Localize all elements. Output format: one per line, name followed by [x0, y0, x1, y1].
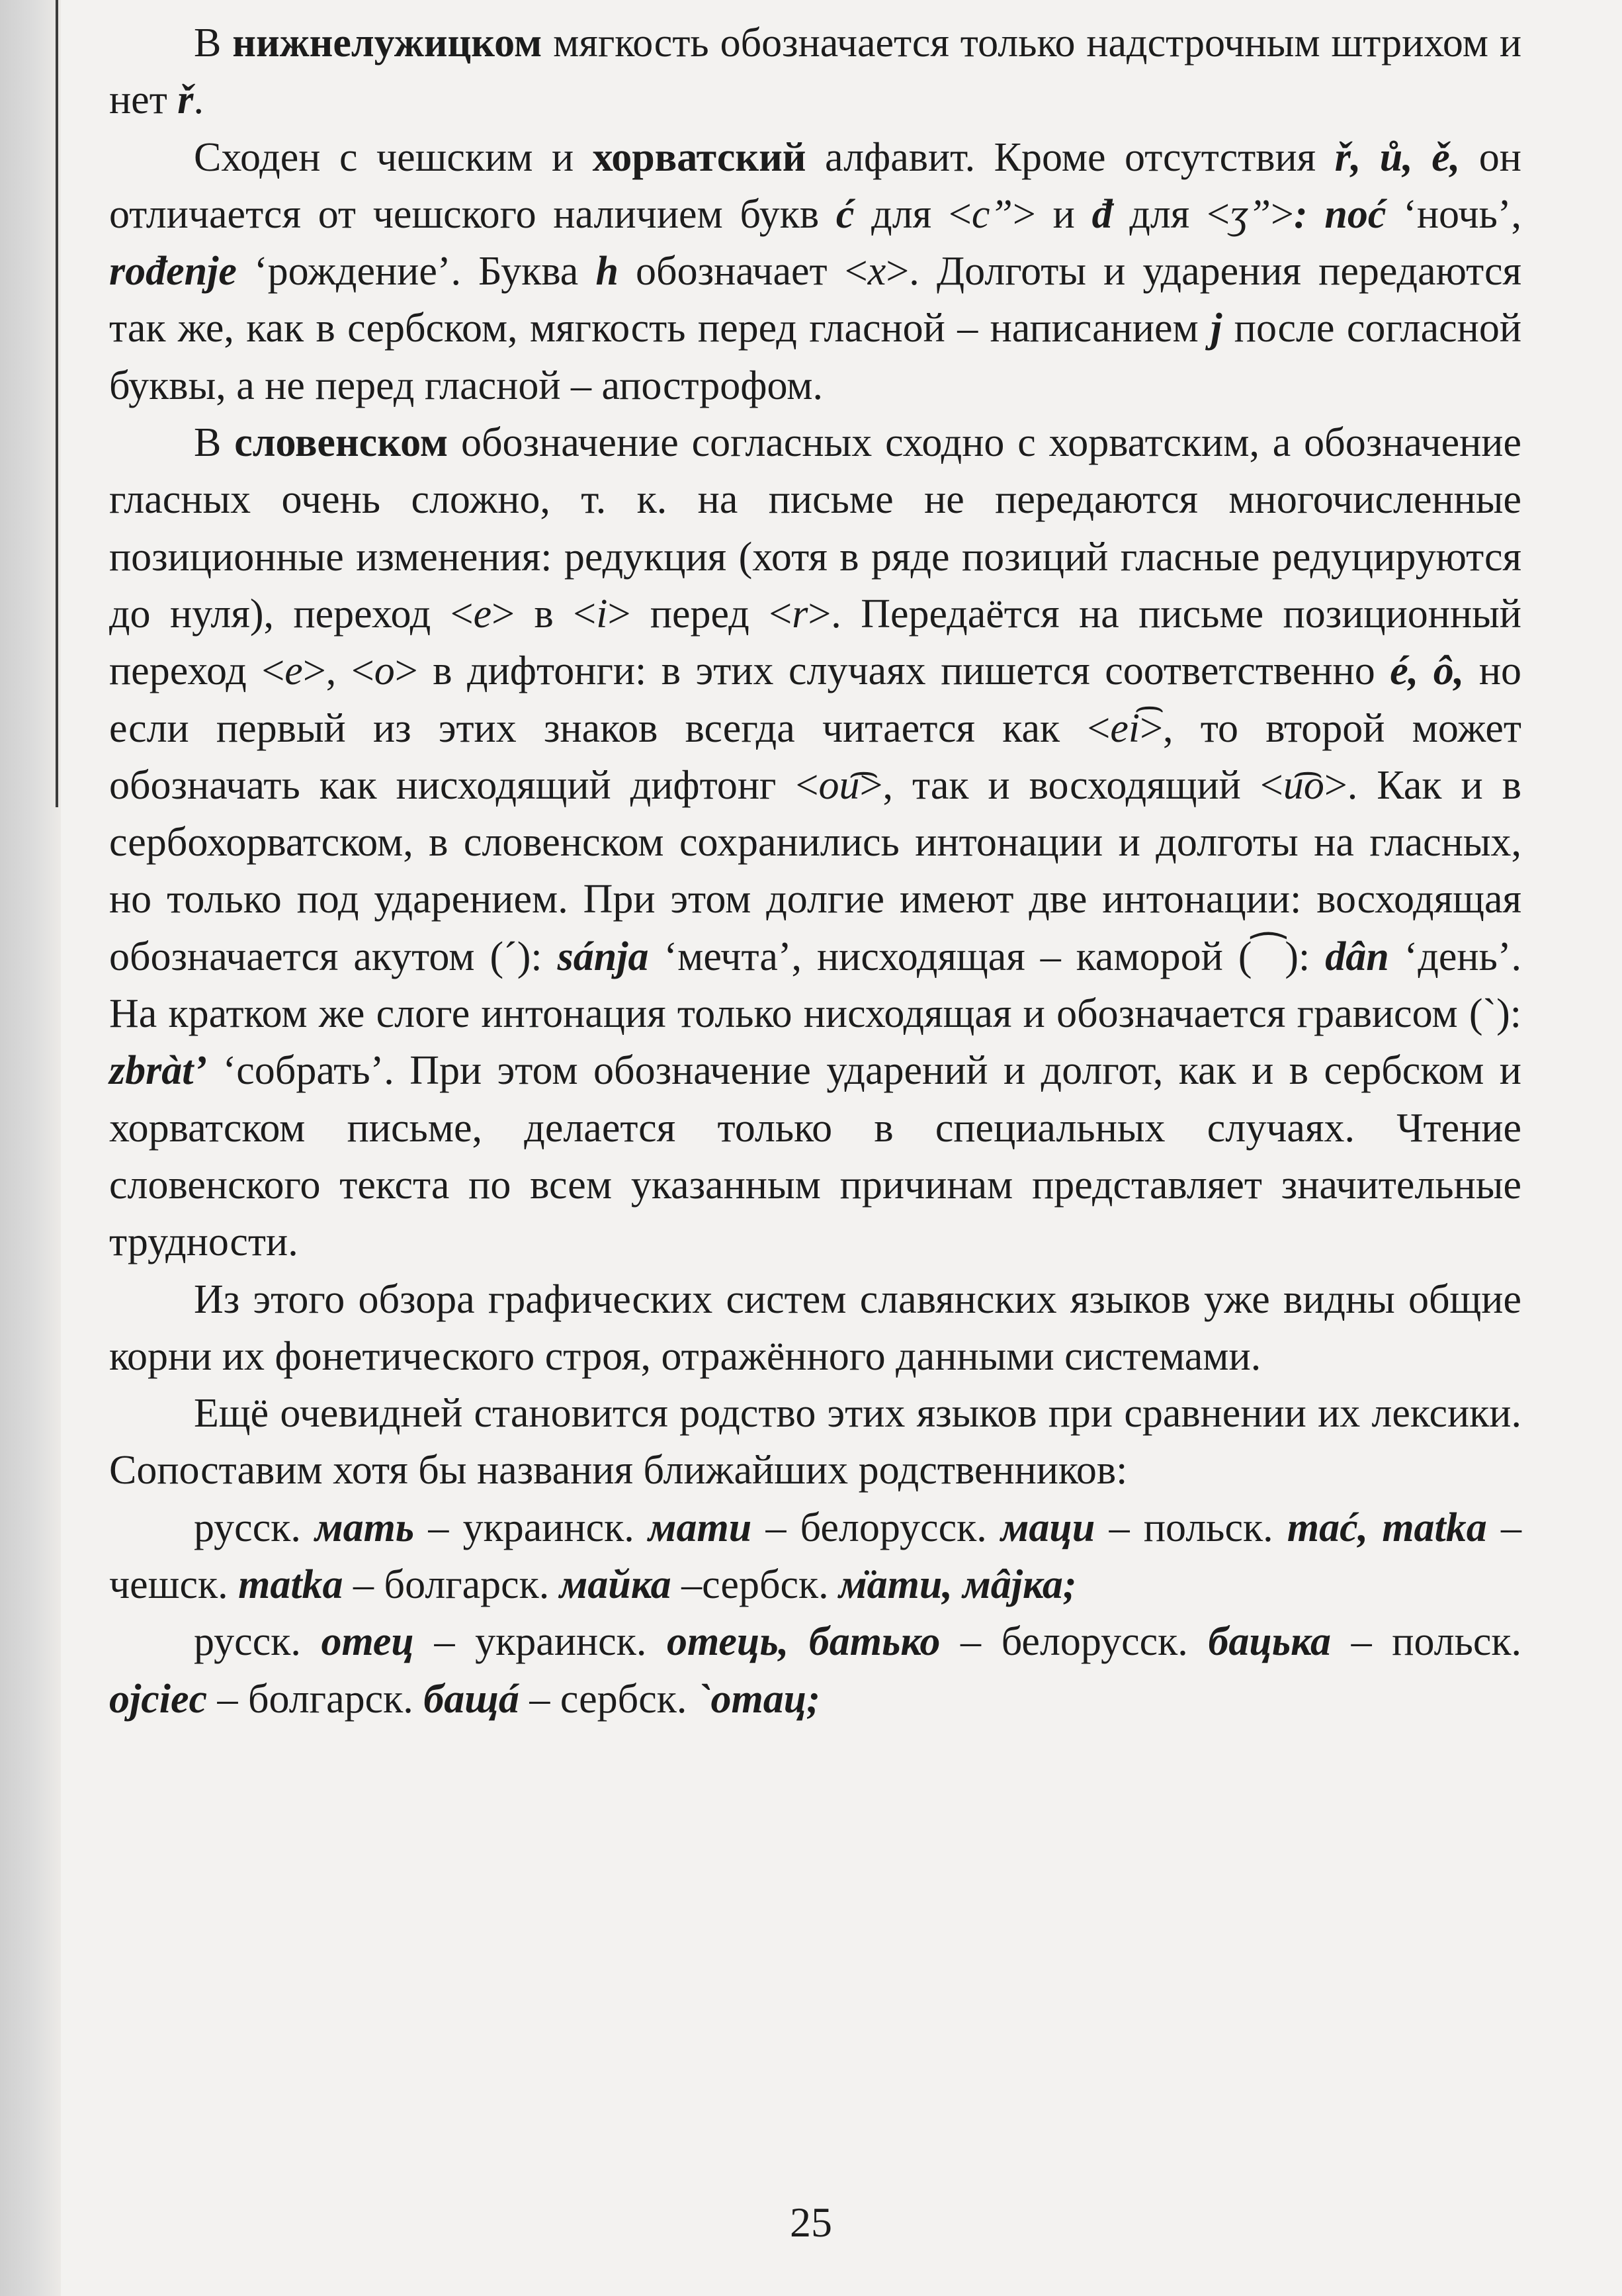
paragraph-croatian: Сходен с чешским и хорватский алфавит. Кроме отсутствия ř, ů, ě, он отличается от чешского наличием букв ć для <c”> и đ для <ʒ”>: noć ‘ночь’, rođenje ‘рождение’. Буква h обозначает <x>. Долготы и ударения передаются так же, как в сербском, мягкость перед гласной – написанием j после согласной буквы, а не перед гласной – апострофом. — [109, 134, 1522, 408]
page-binding-shadow — [0, 0, 61, 2296]
paragraph-lexicon-intro: Ещё очевидней становится родство этих языков при сравнении их лексики. Сопоставим хотя бы названия ближайших родственников: — [109, 1391, 1521, 1493]
paragraph-father-words: русск. отец – украинск. отець, батько – белорусск. бацька – польск. ojciec – болгарск. бащá – сербск. `отац; — [109, 1619, 1522, 1722]
paragraph-slovenian: В словенском обозначение согласных сходно с хорватским, а обозначение гласных очень сложно, т. к. на письме не передаются многочисленные позиционные изменения: редукция (хотя в ряде позиций гласные редуцируются до нуля), переход <e> в <i> перед <r>. Передаётся на письме позиционный переход <e>, <o> в дифтонги: в этих случаях пишется соответственно é, ô, но если первый из этих знаков всегда читается как <ei͡>, то второй может обозначать как нисходящий дифтонг <ou͡>, так и восходящий <u͡o>. Как и в сербохорватском, в словенском сохранились интонации и долготы на гласных, но только под ударением. При этом долгие имеют две интонации: восходящая обозначается акутом (´): sánja ‘мечта’, нисходящая – каморой (⁀): dân ‘день’. На кратком же слоге интонация только нисходящая и обозначается грависом (`): zbràt’ ‘собрать’. При этом обозначение ударений и долгот, как и в сербском и хорватском письме, делается только в специальных случаях. Чтение словенского текста по всем указанным причинам представляет значительные трудности. — [109, 420, 1521, 1265]
page-number: 25 — [790, 2199, 832, 2246]
paragraph-overview: Из этого обзора графических систем славянских языков уже видны общие корни их фонетического строя, отражённого данными системами. — [109, 1276, 1521, 1379]
binding-edge-line — [56, 0, 58, 807]
body-text — [109, 15, 1521, 1728]
paragraph-mother-words: русск. мать – украинск. мати – белорусск. маци – польск. mać, matka – чешск. matka – болгарск. майка –сербск. м̈ати, мâјка; — [109, 1505, 1522, 1608]
paragraph-lower-sorbian: В нижнелужицком мягкость обозначается только надстрочным штрихом и нет ř. — [109, 21, 1522, 123]
